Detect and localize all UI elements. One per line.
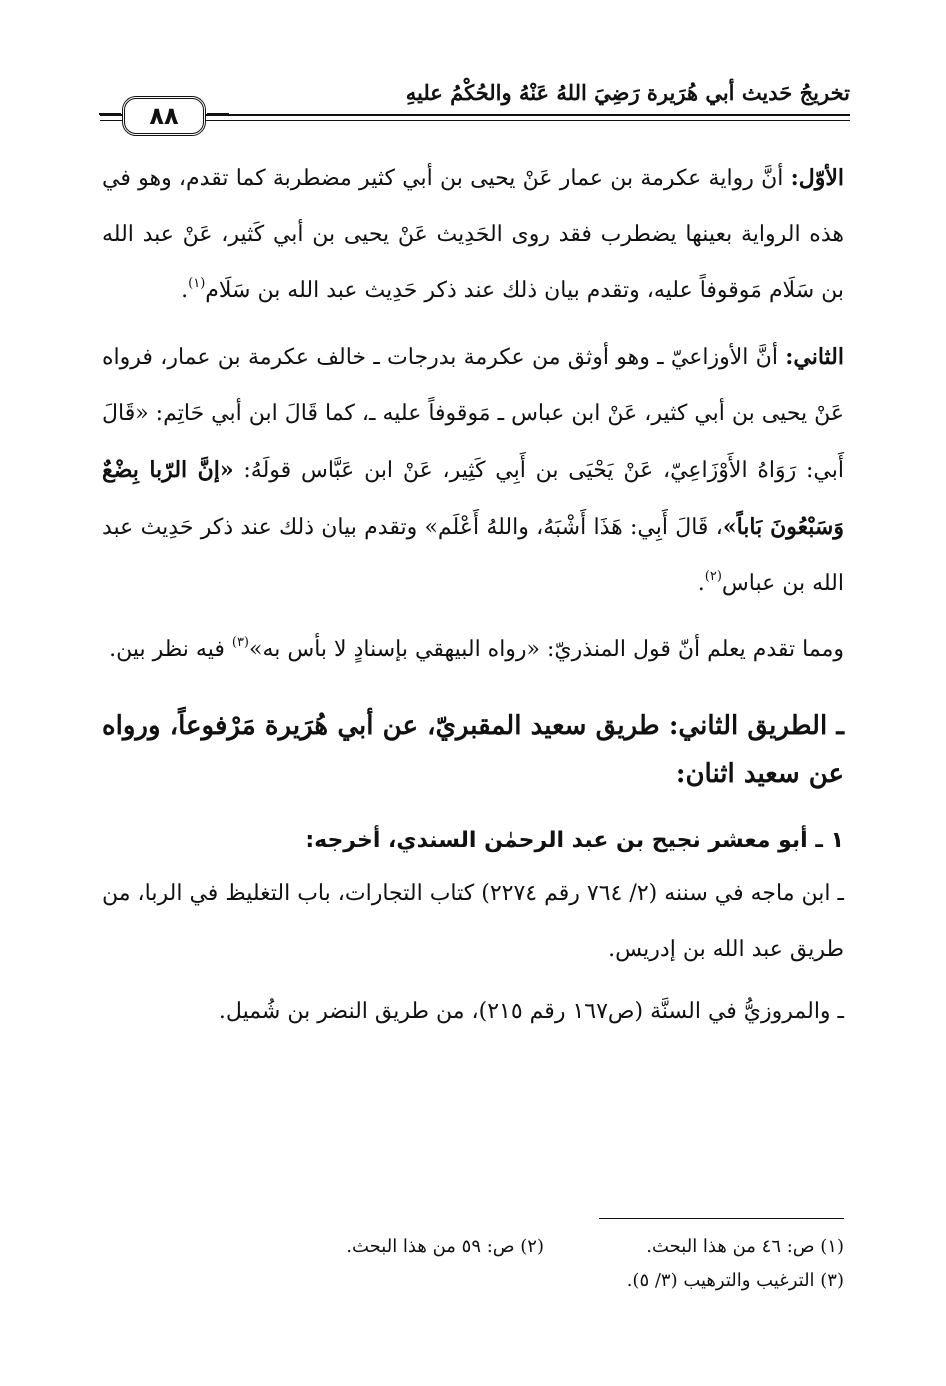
list-item: ـ والمروزيُّ في السنَّة (ص١٦٧ رقم ٢١٥)، من طريق النضر بن شُميل. [218, 999, 844, 1024]
footnote-reference: (٢) [704, 569, 722, 584]
main-text [102, 150, 844, 1046]
paragraph-lead: الثاني: [785, 344, 844, 370]
list-item: ـ ابن ماجه في سننه (٢/ ٧٦٤ رقم ٢٢٧٤) كتاب التجارات، باب التغليظ في الربا، من طريق عبد الله بن إدريس. [102, 881, 844, 962]
paragraph-first-reason [102, 150, 844, 319]
page-number: ٨٨ [122, 96, 206, 136]
paragraph-end: . [697, 571, 705, 596]
paragraph-text: ومما تقدم يعلم أنّ قول المنذريّ: «رواه البيهقي بإسنادٍ لا بأس به» [249, 637, 844, 662]
footnotes [102, 1230, 844, 1298]
paragraph-text-cont: ، قَالَ أَبِي: هَذَا أَشْبَهُ، واللهُ أَعْلَم» وتقدم بيان ذلك عند ذكر حَدِيث عبد الله بن عباس [102, 515, 844, 596]
footnote-separator [599, 1218, 844, 1219]
hadith-quote: «إنَّ الرّبا بِضْعٌ وَسَبْعُونَ بَاباً» [102, 457, 844, 540]
paragraph-lead: الأوّل: [790, 165, 844, 191]
paragraph-text: أنَّ الأوزاعيّ ـ وهو أوثق من عكرمة بدرجات ـ خالف عكرمة بن عمار، فرواه عَنْ يحيى بن أبي كثير، عَنْ ابن عباس ـ مَوقوفاً عليه ـ، كما قَالَ ابن أبي حَاتِم: «قَالَ أَبي: رَوَاهُ الأَوْزَاعِيّ، عَنْ يَحْيَى بن أَبِي كَثِير، عَنْ ابن عَبَّاس قولَهُ: [102, 345, 845, 483]
footnote-row [102, 1230, 844, 1264]
paragraph-text-cont: فيه نظر بين. [109, 637, 232, 662]
footnote-row [102, 1264, 844, 1298]
paragraph-text: أنَّ رواية عكرمة بن عمار عَنْ يحيى بن أبي كثير مضطربة كما تقدم، وهو في هذه الرواية بعينها يضطرب فقد روى الحَدِيث عَنْ يحيى بن أبي كَثير، عَنْ عبد الله بن سَلَام مَوقوفاً عليه، وتقدم بيان ذلك عند ذكر حَدِيث عبد الله بن سَلَام [102, 166, 844, 303]
footnote-reference: (٣) [231, 635, 249, 650]
footnote: (٢) ص: ٥٩ من هذا البحث. [346, 1236, 544, 1257]
paragraph-conclusion [102, 622, 844, 678]
paragraph-second-reason [102, 329, 844, 612]
footnote-reference: (١) [188, 276, 206, 291]
footnote: (١) ص: ٤٦ من هذا البحث. [646, 1236, 844, 1257]
running-header [100, 70, 850, 130]
section-subheading: ١ ـ أبو معشر نجيح بن عبد الرحمٰن السندي، أخرجه: [305, 828, 844, 853]
footnote: (٣) الترغيب والترهيب (٣/ ٥). [626, 1270, 844, 1291]
header-title: تخريجُ حَديث أبي هُرَيرة رَضِيَ اللهُ عَنْهُ والحُكْمُ عليهِ [405, 80, 850, 105]
section-heading: ـ الطريق الثاني: طريق سعيد المقبريّ، عن أبي هُرَيرة مَرْفوعاً، ورواه عن سعيد اثنان: [102, 711, 844, 789]
header-rule-thin [100, 120, 850, 121]
paragraph-end: . [181, 278, 189, 303]
